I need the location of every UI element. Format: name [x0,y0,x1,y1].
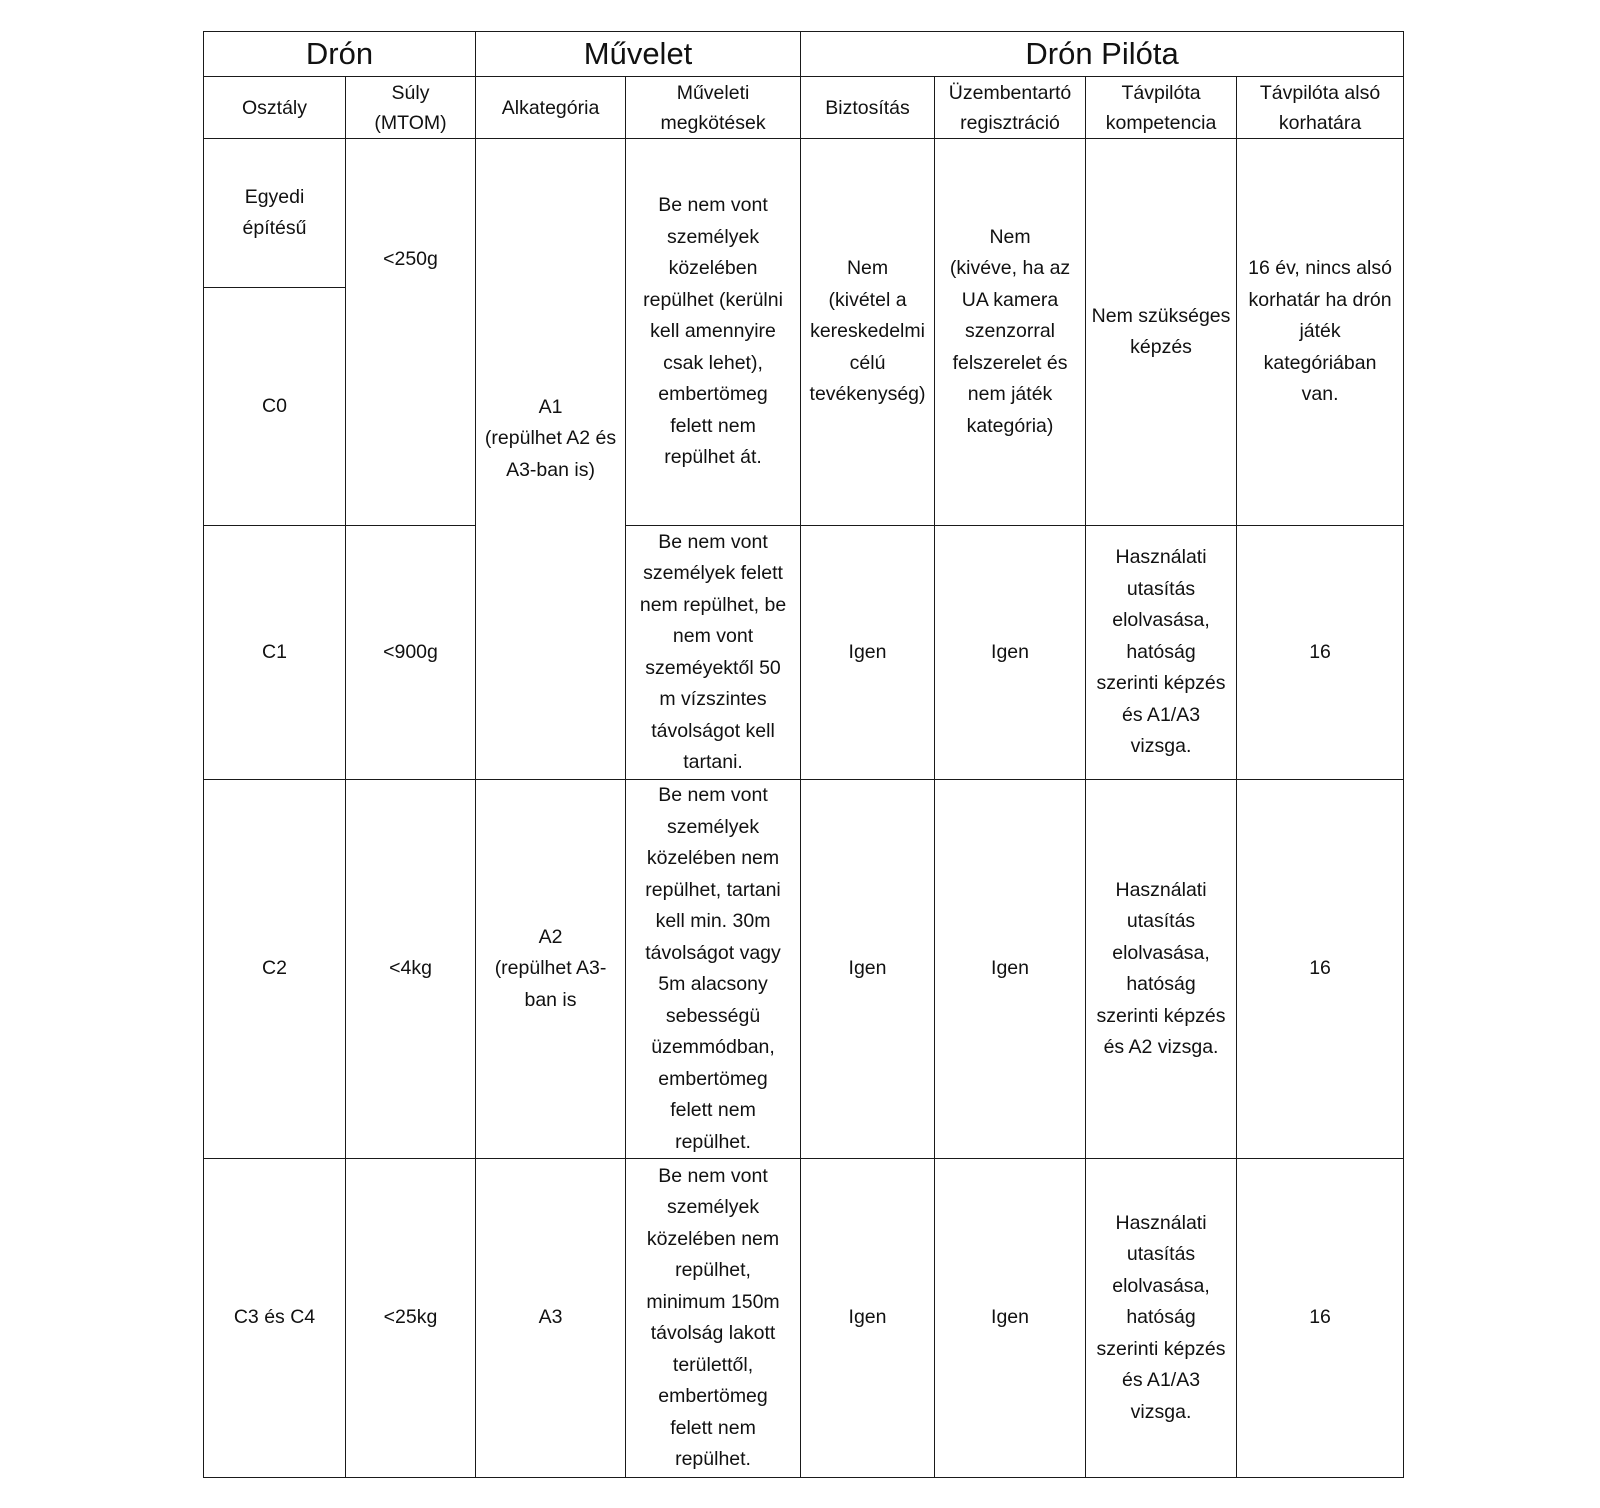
competence-cell: Használati utasítás elolvasása, hatóság szerinti képzés és A1/A3 vizsga. [1086,526,1237,780]
restrictions-cell: Be nem vont személyek közelében nem repülhet, tartani kell min. 30m távolságot vagy 5m alacsony sebességü üzemmódban, embertömeg felett nem repülhet. [626,780,801,1159]
weight-cell: <250g [346,139,476,526]
registration-cell: Igen [935,1159,1086,1478]
registration-cell: Nem (kivéve, ha az UA kamera szenzorral felszerelet és nem játék kategória) [935,139,1086,526]
group-header-dron: Drón [204,32,476,77]
table-row [204,780,1404,1159]
column-header-megkotesek: Műveleti megkötések [626,77,801,139]
insurance-cell: Igen [801,1159,935,1478]
column-header-suly: Súly (MTOM) [346,77,476,139]
subcategory-cell: A1 (repülhet A2 és A3-ban is) [476,139,626,780]
group-header-pilota: Drón Pilóta [801,32,1404,77]
competence-cell: Nem szükséges képzés [1086,139,1237,526]
weight-cell: <900g [346,526,476,780]
registration-cell: Igen [935,780,1086,1159]
competence-cell: Használati utasítás elolvasása, hatóság szerinti képzés és A1/A3 vizsga. [1086,1159,1237,1478]
class-cell: C1 [204,526,346,780]
class-cell: Egyedi építésű [204,139,346,288]
column-header-korhatar: Távpilóta alsó korhatára [1237,77,1404,139]
column-header-regisztracio: Üzembentartó regisztráció [935,77,1086,139]
insurance-cell: Nem (kivétel a kereskedelmi célú tevékenység) [801,139,935,526]
column-header-kompetencia: Távpilóta kompetencia [1086,77,1237,139]
group-header-row [204,32,1404,77]
registration-cell: Igen [935,526,1086,780]
table-row [204,1159,1404,1478]
subcategory-cell: A3 [476,1159,626,1478]
column-header-row [204,77,1404,139]
weight-cell: <4kg [346,780,476,1159]
min-age-cell: 16 [1237,1159,1404,1478]
class-cell: C3 és C4 [204,1159,346,1478]
table-row [204,139,1404,288]
table-row [204,526,1404,780]
min-age-cell: 16 év, nincs alsó korhatár ha drón játék kategóriában van. [1237,139,1404,526]
column-header-alkategoria: Alkategória [476,77,626,139]
class-cell: C0 [204,288,346,526]
class-cell: C2 [204,780,346,1159]
restrictions-cell: Be nem vont személyek közelében nem repülhet, minimum 150m távolság lakott területtől, embertömeg felett nem repülhet. [626,1159,801,1478]
restrictions-cell: Be nem vont személyek felett nem repülhet, be nem vont szeméyektől 50 m vízszintes távolságot kell tartani. [626,526,801,780]
min-age-cell: 16 [1237,526,1404,780]
column-header-biztositas: Biztosítás [801,77,935,139]
group-header-muvelet: Művelet [476,32,801,77]
drone-regulation-table [203,31,1404,1478]
weight-cell: <25kg [346,1159,476,1478]
subcategory-cell: A2 (repülhet A3- ban is [476,780,626,1159]
insurance-cell: Igen [801,526,935,780]
competence-cell: Használati utasítás elolvasása, hatóság szerinti képzés és A2 vizsga. [1086,780,1237,1159]
restrictions-cell: Be nem vont személyek közelében repülhet (kerülni kell amennyire csak lehet), embertömeg felett nem repülhet át. [626,139,801,526]
column-header-osztaly: Osztály [204,77,346,139]
insurance-cell: Igen [801,780,935,1159]
min-age-cell: 16 [1237,780,1404,1159]
